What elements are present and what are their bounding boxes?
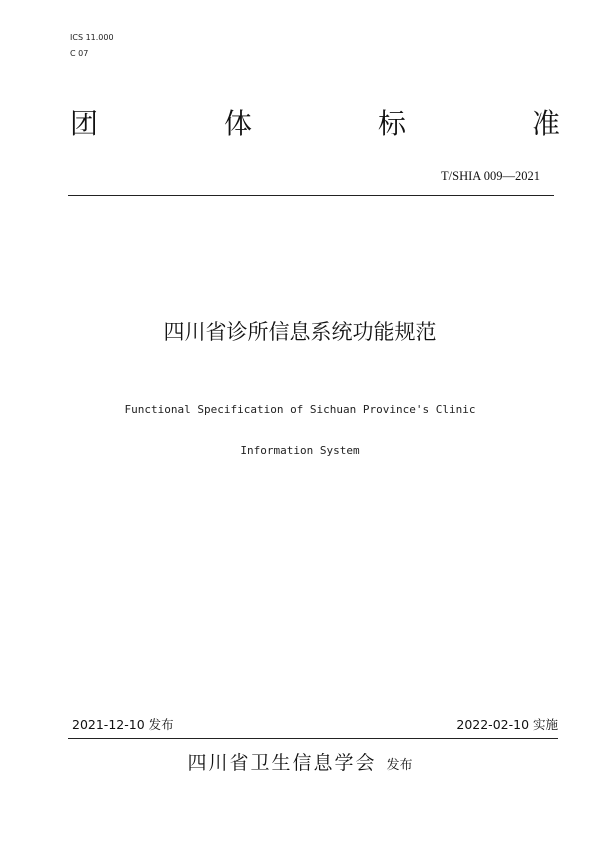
- standard-type-char: 标: [377, 107, 406, 140]
- standard-type-char: 准: [531, 107, 560, 140]
- bottom-divider: [68, 738, 558, 739]
- chinese-title: 四川省诊所信息系统功能规范: [163, 320, 437, 344]
- english-title-line-2: Information System: [240, 444, 360, 457]
- publish-label: 发布: [386, 758, 413, 773]
- standard-type-char: 团: [70, 107, 99, 140]
- top-divider: [68, 195, 554, 196]
- classification-codes: [70, 30, 114, 62]
- ccs-code: C 07: [70, 49, 89, 58]
- standard-type-heading: [70, 104, 560, 144]
- publisher-name: 四川省卫生信息学会: [187, 752, 377, 774]
- english-title-line-1: Functional Specification of Sichuan Province's Clinic: [124, 403, 476, 416]
- implementation-date: 2022-02-10 实施: [456, 717, 558, 732]
- standard-number: T/SHIA 009—2021: [441, 169, 540, 183]
- issue-date: 2021-12-10 发布: [72, 717, 174, 732]
- standard-type-char: 体: [223, 107, 252, 140]
- publisher-line: [0, 749, 600, 780]
- ics-code: ICS 11.000: [70, 33, 114, 42]
